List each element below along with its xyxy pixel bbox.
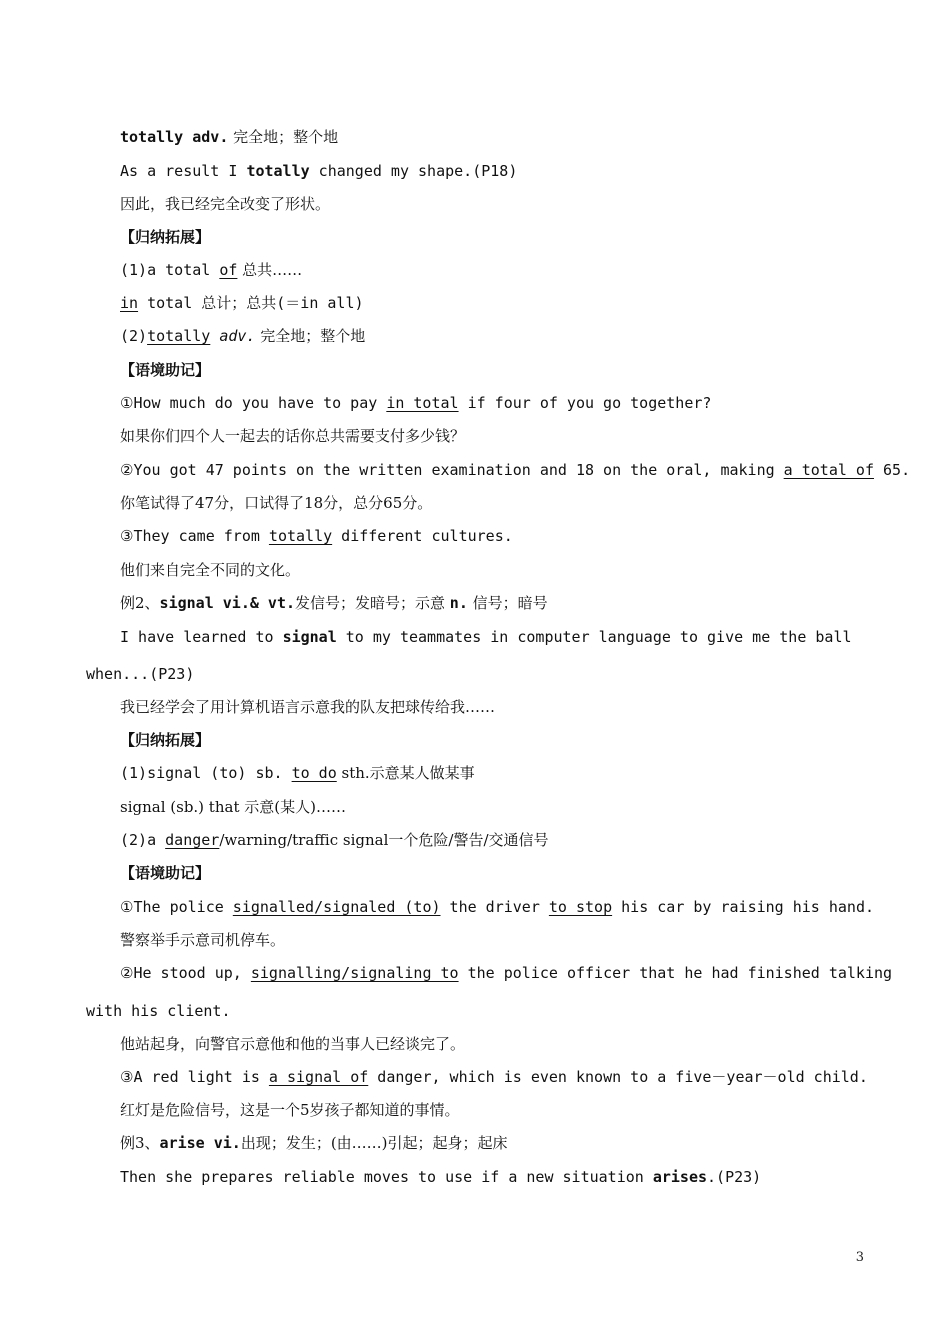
translation: 你笔试得了47分，口试得了18分，总分65分。 (120, 494, 433, 512)
vocab-heading-signal: 例2、signal vi.& vt.发信号；发暗号；示意 n. 信号；暗号 (120, 594, 548, 612)
expansion-item: (2)totally adv. 完全地；整个地 (120, 327, 366, 345)
expansion-item: (1)signal (to) sb. to do sth.示意某人做某事 (120, 764, 475, 782)
section-heading-summary: 【归纳拓展】 (120, 731, 211, 749)
translation: 我已经学会了用计算机语言示意我的队友把球传给我…… (120, 698, 496, 716)
expansion-item: in total 总计；总共(＝in all) (120, 294, 364, 312)
example-sentence: Then she prepares reliable moves to use if a new situation arises.(P23) (120, 1168, 762, 1186)
translation: 他站起身，向警官示意他和他的当事人已经谈完了。 (120, 1035, 466, 1053)
translation: 如果你们四个人一起去的话你总共需要支付多少钱？ (120, 427, 466, 445)
expansion-item: (1)a total of 总共…… (120, 261, 303, 279)
example-sentence: As a result I totally changed my shape.(P18) (120, 162, 518, 180)
translation: 红灯是危险信号，这是一个5岁孩子都知道的事情。 (120, 1101, 460, 1119)
context-example: ①How much do you have to pay in total if four of you go together? (120, 394, 712, 412)
section-heading-summary: 【归纳拓展】 (120, 228, 211, 246)
expansion-item: signal (sb.) that 示意(某人)…… (120, 798, 346, 816)
example-sentence: I have learned to signal to my teammates in computer language to give me the ball (120, 628, 852, 646)
translation: 警察举手示意司机停车。 (120, 931, 286, 949)
section-heading-context: 【语境助记】 (120, 361, 211, 379)
context-example: ②You got 47 points on the written examination and 18 on the oral, making a total of 65. (120, 461, 911, 479)
context-example: ①The police signalled/signaled (to) the driver to stop his car by raising his hand. (120, 898, 875, 916)
page-number: 3 (855, 1250, 864, 1265)
translation: 因此，我已经完全改变了形状。 (120, 195, 331, 213)
context-example: ③They came from totally different cultures. (120, 527, 513, 545)
expansion-item: (2)a danger/warning/traffic signal一个危险/警告/交通信号 (120, 831, 549, 849)
section-heading-context: 【语境助记】 (120, 864, 211, 882)
example-sentence-continued: when...(P23) (86, 665, 195, 683)
vocab-heading-arise: 例3、arise vi.出现；发生；(由……)引起；起身；起床 (120, 1134, 508, 1152)
context-example: ③A red light is a signal of danger, which is even known to a five－year－old child. (120, 1068, 868, 1086)
vocab-heading-totally: totally adv. 完全地；整个地 (120, 128, 339, 146)
translation: 他们来自完全不同的文化。 (120, 561, 301, 579)
context-example: ②He stood up, signalling/signaling to the police officer that he had finished talking (120, 964, 893, 982)
context-example-continued: with his client. (86, 1002, 231, 1020)
